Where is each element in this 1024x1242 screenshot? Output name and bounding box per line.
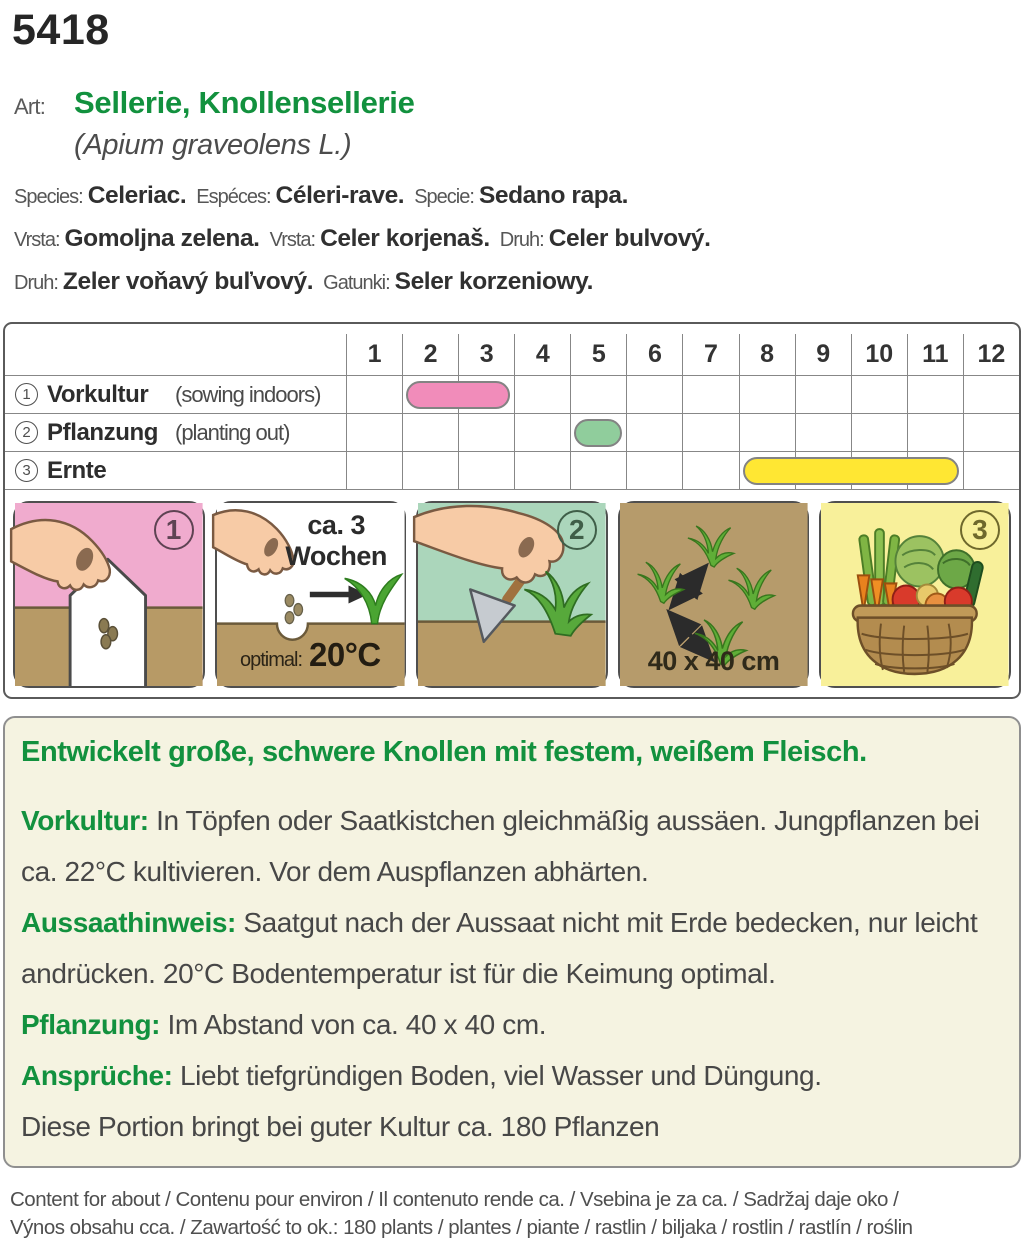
calendar-row-name: Pflanzung — [47, 418, 159, 446]
paragraph-label: Vorkultur: — [21, 805, 157, 836]
month-header-cell: 6 — [626, 334, 682, 375]
description-paragraph: Pflanzung: Im Abstand von ca. 40 x 40 cm. — [21, 1009, 547, 1040]
species-language-label: Vrsta: — [269, 229, 316, 251]
calendar-cell — [907, 376, 963, 413]
calendar-cell — [795, 414, 851, 451]
calendar-cell — [626, 452, 682, 489]
panel-sowing-indoors — [13, 501, 205, 688]
calendar-cell — [682, 452, 738, 489]
description-paragraph: Aussaathinweis: Saatgut nach der Aussaat nicht mit Erde bedecken, nur leicht andrücken. 20°C Bodentemperatur ist für die Keimung optimal. — [21, 907, 978, 989]
month-header-cell: 5 — [570, 334, 626, 375]
step-number-icon: 1 — [15, 383, 38, 406]
species-name-value: Céleri-rave. — [275, 182, 405, 209]
calendar-cell — [963, 452, 1019, 489]
calendar-cell — [963, 414, 1019, 451]
art-row — [14, 85, 1024, 162]
description-paragraphs — [21, 795, 1003, 1152]
calendar-cell — [458, 414, 514, 451]
calendar-row-note: (sowing indoors) — [175, 381, 321, 407]
calendar-period-bar — [406, 381, 510, 409]
calendar-cell — [739, 376, 795, 413]
paragraph-label: Ansprüche: — [21, 1060, 180, 1091]
cultivation-description — [3, 716, 1021, 1168]
species-language-label: Vrsta: — [14, 229, 60, 251]
calendar-cell — [626, 414, 682, 451]
calendar-row-label — [5, 376, 346, 413]
step-number-icon: 3 — [15, 459, 38, 482]
calendar-month-cells — [346, 452, 1019, 489]
calendar-cell — [346, 414, 402, 451]
panel-harvest — [819, 501, 1011, 688]
panel-planting-out — [416, 501, 608, 688]
calendar-cell — [346, 452, 402, 489]
step-badge-3: 3 — [960, 510, 1000, 550]
month-header-cell: 4 — [514, 334, 570, 375]
month-header-cell: 10 — [851, 334, 907, 375]
month-header-cell: 1 — [346, 334, 402, 375]
paragraph-label: Aussaathinweis: — [21, 907, 244, 938]
calendar-cell — [346, 376, 402, 413]
calendar-period-bar — [574, 419, 622, 447]
description-paragraph: Vorkultur: In Töpfen oder Saatkistchen gleichmäßig aussäen. Jungpflanzen bei ca. 22°C kultivieren. Vor dem Auspflanzen abhärten. — [21, 805, 980, 887]
month-header-cell: 9 — [795, 334, 851, 375]
calendar-header-spacer — [5, 334, 346, 375]
month-header — [346, 334, 1019, 375]
calendar-row — [5, 414, 1019, 452]
species-language-label: Gatunki: — [323, 272, 390, 294]
calendar-cell — [570, 452, 626, 489]
calendar-row — [5, 452, 1019, 490]
species-name-value: Gomoljna zelena. — [64, 225, 260, 252]
step-badge-2: 2 — [557, 510, 597, 550]
optimal-temperature-caption: optimal: 20°C — [240, 636, 381, 673]
species-name-value: Zeler voňavý buľvový. — [62, 268, 314, 295]
seed-packet-back — [0, 6, 1024, 1239]
species-name-value: Sedano rapa. — [478, 182, 628, 209]
germination-duration-caption: ca. 3 Wochen — [285, 510, 387, 571]
species-language-label: Druh: — [14, 272, 58, 294]
species-line — [14, 176, 1024, 219]
month-header-cell: 8 — [739, 334, 795, 375]
content-note-line2: Výnos obsahu cca. / Zawartość to ok.: 180 plants / plantes / piante / rastlin / biljaka / rostlin / rastlín / roślin — [10, 1216, 913, 1239]
step-number-icon: 2 — [15, 421, 38, 444]
calendar-month-cells — [346, 376, 1019, 413]
calendar-and-pictograms-box — [3, 322, 1021, 699]
calendar-row-label — [5, 414, 346, 451]
calendar-cell — [626, 376, 682, 413]
pictogram-row — [5, 490, 1019, 697]
month-header-cell: 3 — [458, 334, 514, 375]
calendar-row-label — [5, 452, 346, 489]
month-header-cell: 7 — [682, 334, 738, 375]
calendar-row-note: (planting out) — [175, 419, 290, 445]
species-line — [14, 262, 1024, 305]
species-name-value: Seler korzeniowy. — [394, 268, 593, 295]
species-name-value: Celer korjenaš. — [320, 225, 490, 252]
calendar-cell — [851, 414, 907, 451]
species-language-label: Espéces: — [196, 186, 271, 208]
species-language-label: Specie: — [414, 186, 474, 208]
description-headline: Entwickelt große, schwere Knollen mit festem, weißem Fleisch. — [21, 736, 867, 768]
calendar-cell — [402, 414, 458, 451]
calendar-cell — [851, 376, 907, 413]
calendar-header-row — [5, 334, 1019, 376]
title-block — [74, 85, 415, 162]
calendar-cell — [514, 376, 570, 413]
calendar-row-name: Vorkultur — [47, 380, 149, 408]
calendar-cell — [739, 414, 795, 451]
description-paragraph: Diese Portion bringt bei guter Kultur ca. 180 Pflanzen — [21, 1111, 660, 1142]
calendar-row-name: Ernte — [47, 456, 107, 484]
article-number: 5418 — [12, 6, 110, 54]
calendar-cell — [795, 376, 851, 413]
calendar-cell — [514, 452, 570, 489]
art-label: Art: — [14, 94, 46, 119]
calendar-cell — [570, 376, 626, 413]
calendar-cell — [682, 414, 738, 451]
content-note — [10, 1186, 1024, 1242]
calendar-period-bar — [743, 457, 959, 485]
species-language-label: Species: — [14, 186, 83, 208]
species-translations — [14, 176, 1024, 305]
calendar-month-cells — [346, 414, 1019, 451]
species-name-value: Celer bulvový. — [548, 225, 711, 252]
species-name-value: Celeriac. — [87, 182, 187, 209]
month-header-cell: 12 — [963, 334, 1019, 375]
page-title: Sellerie, Knollensellerie — [74, 85, 415, 120]
month-header-cell: 11 — [907, 334, 963, 375]
calendar-cell — [907, 414, 963, 451]
panel-plant-spacing — [618, 501, 810, 688]
description-paragraph: Ansprüche: Liebt tiefgründigen Boden, viel Wasser und Düngung. — [21, 1060, 822, 1091]
species-line — [14, 219, 1024, 262]
calendar-cell — [458, 452, 514, 489]
step-badge-1: 1 — [154, 510, 194, 550]
spacing-caption: 40 x 40 cm — [647, 646, 780, 676]
latin-name: (Apium graveolens L.) — [74, 129, 352, 161]
calendar-row — [5, 376, 1019, 414]
paragraph-label: Pflanzung: — [21, 1009, 168, 1040]
species-language-label: Druh: — [499, 229, 544, 251]
content-note-line1: Content for about / Contenu pour environ / Il contenuto rende ca. / Vsebina je za ca. / Sadržaj daje oko / — [10, 1188, 899, 1211]
calendar-cell — [402, 452, 458, 489]
calendar-cell — [963, 376, 1019, 413]
panel-germination-time — [215, 501, 407, 688]
sowing-calendar — [5, 324, 1019, 490]
month-header-cell: 2 — [402, 334, 458, 375]
calendar-cell — [514, 414, 570, 451]
calendar-cell — [682, 376, 738, 413]
